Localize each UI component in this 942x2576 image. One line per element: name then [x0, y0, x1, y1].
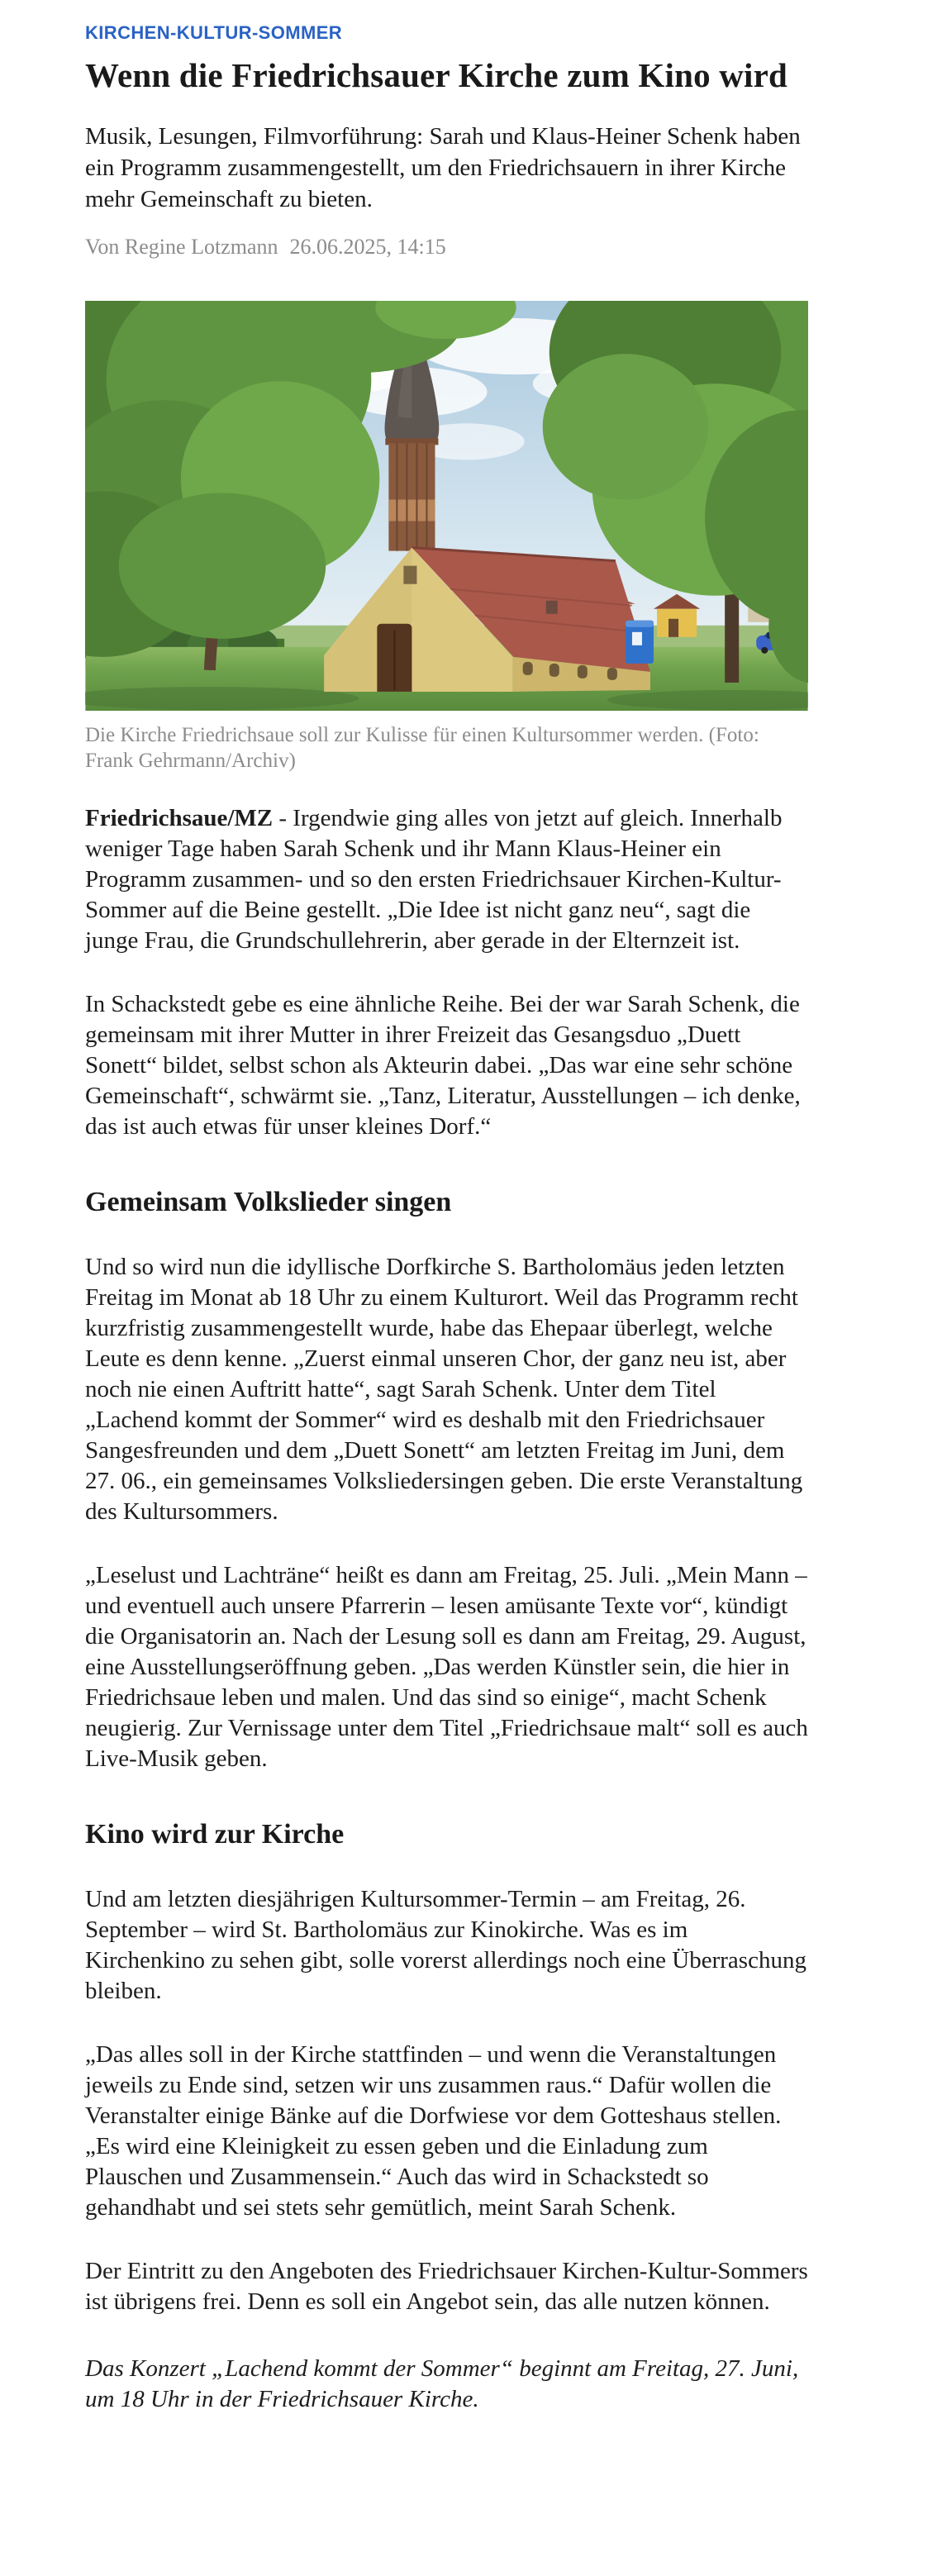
- paragraph-text: - Irgendwie ging alles von jetzt auf gleich. Innerhalb weniger Tage haben Sarah Schenk und ihr Mann Klaus-Heiner ein Programm zusammen- und so den ersten Friedrichsauer Kirchen-Kultur-Sommer auf die Beine gestellt. „Die Idee ist nicht ganz neu“, sagt die junge Frau, die Grundschullehrerin, aber gerade in der Elternzeit ist.: [85, 805, 783, 954]
- byline-author: Von Regine Lotzmann: [85, 235, 278, 259]
- section-heading: Kino wird zur Kirche: [85, 1819, 345, 1850]
- article-image[interactable]: [85, 301, 808, 711]
- portable-toilet: [626, 621, 654, 664]
- kicker-topic-link[interactable]: KIRCHEN-KULTUR-SOMMER: [85, 22, 343, 43]
- byline-datetime: 26.06.2025, 14:15: [289, 235, 446, 259]
- article-lead: Musik, Lesungen, Filmvorführung: Sarah und Klaus-Heiner Schenk haben ein Programm zusammengestellt, um den Friedrichsauern in ihrer Kirche mehr Gemeinschaft zu bieten.: [85, 123, 801, 212]
- section-heading: Gemeinsam Volkslieder singen: [85, 1187, 452, 1217]
- byline: [85, 235, 808, 260]
- paragraph: In Schackstedt gebe es eine ähnliche Reihe. Bei der war Sarah Schenk, die gemeinsam mit ihrer Mutter in ihrer Freizeit das Gesangsduo „Duett Sonett“ bildet, selbst schon als Akteurin dabei. „Das war eine sehr schöne Gemeinschaft“, schwärmt sie. „Tanz, Literatur, Ausstellungen – ich denke, das ist auch etwas für unser kleines Dorf.“: [85, 991, 801, 1140]
- paragraph: „Das alles soll in der Kirche stattfinden – und wenn die Veranstaltungen jeweils zu Ende sind, setzen wir uns zusammen raus.“ Dafür wollen die Veranstalter einige Bänke auf die Dorfwiese vor dem Gotteshaus stellen. „Es wird eine Kleinigkeit zu essen geben und die Einladung zum Plauschen und Zusammensein.“ Auch das wird in Schackstedt so gehandhabt und sei stets sehr gemütlich, meint Sarah Schenk.: [85, 2041, 782, 2221]
- paragraph: Der Eintritt zu den Angeboten des Friedrichsauer Kirchen-Kultur-Sommers ist übrigens frei. Denn es soll ein Angebot sein, das alle nutzen können.: [85, 2258, 808, 2315]
- article-body: [85, 803, 808, 2415]
- paragraph: Und so wird nun die idyllische Dorfkirche S. Bartholomäus jeden letzten Freitag im Monat ab 18 Uhr zu einem Kulturort. Weil das Programm recht kurzfristig zusammengestellt wurde, habe das Ehepaar überlegt, welche Leute es denn kenne. „Zuerst einmal unseren Chor, der ganz neu ist, aber noch nie einen Auftritt hatte“, sagt Sarah Schenk. Unter dem Titel „Lachend kommt der Sommer“ wird es deshalb mit den Friedrichsauer Sangesfreunden und dem „Duett Sonett“ am letzten Freitag im Juni, dem 27. 06., ein gemeinsames Volksliedersingen geben. Die erste Veranstaltung des Kultursommers.: [85, 1254, 803, 1525]
- church-photo-illustration: [85, 301, 808, 711]
- page-title: Wenn die Friedrichsauer Kirche zum Kino wird: [85, 56, 788, 94]
- closing-note: Das Konzert „Lachend kommt der Sommer“ beginnt am Freitag, 27. Juni, um 18 Uhr in der Friedrichsauer Kirche.: [85, 2355, 799, 2412]
- paragraph: Und am letzten diesjährigen Kultursommer-Termin – am Freitag, 26. September – wird St. Bartholomäus zur Kinokirche. Was es im Kirchenkino zu sehen gibt, solle vorerst allerdings noch eine Überraschung bleiben.: [85, 1886, 806, 2004]
- image-caption: Die Kirche Friedrichsaue soll zur Kulisse für einen Kultursommer werden. (Foto: Frank Gehrmann/Archiv): [85, 724, 759, 772]
- paragraph: „Leselust und Lachträne“ heißt es dann am Freitag, 25. Juli. „Mein Mann – und eventuell auch unsere Pfarrerin – lesen amüsante Texte vor“, kündigt die Organisatorin an. Nach der Lesung soll es dann am Freitag, 29. August, eine Ausstellungseröffnung geben. „Das werden Künstler sein, die hier in Friedrichsaue leben und malen. Und das sind so einige“, macht Schenk neugierig. Zur Vernissage unter dem Titel „Friedrichsaue malt“ soll es auch Live-Musik geben.: [85, 1562, 808, 1772]
- location-lead-in: Friedrichsaue/MZ: [85, 805, 274, 831]
- article-figure: [85, 301, 808, 774]
- paragraph: [85, 803, 808, 956]
